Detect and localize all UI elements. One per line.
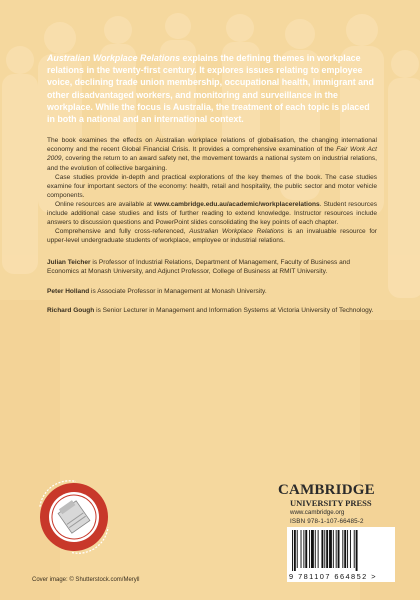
- barcode-bar: [326, 530, 328, 568]
- body-p1-act: Fair Work Act 2009: [47, 146, 377, 163]
- barcode-digits: [289, 572, 395, 581]
- barcode-bar: [324, 530, 325, 568]
- barcode-suffix: >: [371, 572, 378, 581]
- publisher-name: CAMBRIDGE: [278, 482, 375, 498]
- body-p3-start: Online resources are available at: [55, 200, 154, 208]
- barcode-bar: [292, 530, 293, 571]
- body-paragraph-2: Case studies provide in-depth and practical explorations of the key themes of the book. The case studies examine four important sectors of the economy: health, retail and hospitality, the public sector and motor vehicle components.: [47, 173, 377, 199]
- author-description: is Professor of Industrial Relations, Department of Management, Faculty of Business and Economics at Monash University, and Adjunct Professor, College of Business at RMIT University.: [47, 259, 351, 276]
- author-bio: [47, 258, 377, 276]
- lead-paragraph: [47, 52, 377, 125]
- text-column: [47, 52, 377, 325]
- barcode-bar: [309, 530, 310, 568]
- barcode-bar: [350, 530, 351, 568]
- resources-link[interactable]: www.cambridge.edu.au/academic/workplacerelations: [153, 200, 320, 208]
- body-text: [47, 136, 377, 245]
- publisher-press: UNIVERSITY PRESS: [290, 498, 372, 508]
- isbn-label: ISBN 978-1-107-66485-2: [290, 518, 364, 525]
- body-p4-end: is an invaluable resource for upper-level undergraduate students of workplace, employee or industrial relations.: [47, 228, 377, 245]
- barcode-bar: [354, 530, 355, 568]
- barcode-bar: [321, 530, 323, 568]
- publisher-url[interactable]: www.cambridge.org: [290, 509, 345, 516]
- cover-image-credit: Cover image: © Shutterstock.com/Meryll: [32, 577, 140, 583]
- barcode-bar: [342, 530, 343, 568]
- body-p4-title: Australian Workplace Relations: [189, 228, 284, 236]
- barcode-bar: [311, 530, 314, 568]
- body-p3-end: . Student resources include additional case studies and lists of further reading to extend knowledge. Instructor resources include answers to discussion questions and PowerPoint slides consolidating the key points of each chapter.: [47, 200, 377, 227]
- barcode-bars: [287, 527, 395, 571]
- author-description: is Associate Professor in Management at Monash University.: [89, 287, 267, 295]
- barcode-bar: [338, 530, 340, 568]
- body-paragraph-4: [47, 227, 377, 245]
- author-name: Peter Holland: [47, 287, 90, 295]
- body-p4-start: Comprehensive and fully cross-referenced,: [55, 228, 190, 236]
- barcode-bar: [297, 530, 298, 568]
- barcode-bar: [305, 530, 307, 568]
- barcode-bar: [315, 530, 316, 568]
- lead-text: explains the defining themes in workplace relations in the twenty-first century. It explores issues relating to employee voice, declining trade union membership, occupational health, immigrant and other disadvantaged workers, and monitoring and surveillance in the workplace. While the focus is Australia, the treatment of each topic is placed in both a national and an international context.: [47, 53, 374, 125]
- barcode-bar: [301, 530, 302, 568]
- barcode-bar: [303, 530, 304, 568]
- publisher-block: [278, 483, 393, 517]
- barcode-bar: [336, 530, 337, 568]
- barcode-bar: [329, 530, 332, 568]
- barcode-bar: [356, 530, 358, 571]
- barcode-bar: [347, 530, 348, 568]
- lead-title: Australian Workplace Relations: [47, 53, 180, 63]
- author-bio: [47, 306, 377, 315]
- author-name: Julian Teicher: [47, 259, 91, 267]
- barcode-bar: [333, 530, 334, 568]
- barcode-bar: [294, 530, 296, 571]
- barcode-bar: [344, 530, 346, 568]
- rotated-badge-logo-icon: [30, 473, 118, 561]
- body-p1-start: The book examines the effects on Australian workplace relations of globalisation, the changing international economy and the recent Global Financial Crisis. It provides a comprehensive examination of the: [47, 137, 377, 154]
- body-p1-end: , covering the return to an award safety net, the movement towards a national system on industrial relations, and the evolution of collective bargaining.: [47, 155, 377, 172]
- barcode-number: 9 781107 664852: [289, 572, 368, 581]
- barcode-bar: [318, 530, 319, 568]
- author-bio: [47, 287, 377, 296]
- author-description: is Senior Lecturer in Management and Information Systems at Victoria University of Technology.: [94, 306, 374, 314]
- author-name: Richard Gough: [47, 306, 95, 314]
- author-bios: [47, 258, 377, 314]
- body-paragraph-3: [47, 200, 377, 227]
- body-paragraph-1: [47, 136, 377, 172]
